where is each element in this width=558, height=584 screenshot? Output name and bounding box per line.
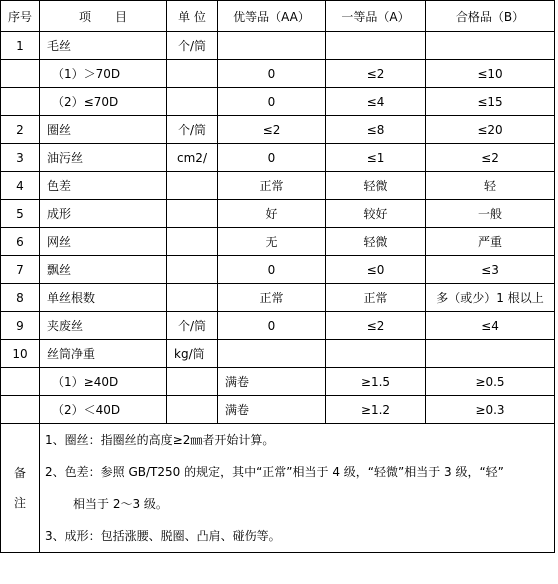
table-row — [1, 396, 555, 424]
row-unit — [167, 368, 218, 396]
row-item: 成形 — [40, 200, 167, 228]
row-unit: cm2/ — [167, 144, 218, 172]
table-row — [1, 256, 555, 284]
row-grade-aa: 0 — [218, 312, 326, 340]
row-no: 8 — [1, 284, 40, 312]
table-row — [1, 144, 555, 172]
row-unit — [167, 200, 218, 228]
row-no: 3 — [1, 144, 40, 172]
row-no — [1, 60, 40, 88]
row-grade-aa: 好 — [218, 200, 326, 228]
row-no: 4 — [1, 172, 40, 200]
row-no: 9 — [1, 312, 40, 340]
table-row — [1, 284, 555, 312]
row-item: 飘丝 — [40, 256, 167, 284]
row-item: 夹废丝 — [40, 312, 167, 340]
note-line-1: 1、圈丝：指圈丝的高度≥2㎜者开始计算。 — [45, 433, 275, 447]
row-grade-a: ≥1.2 — [326, 396, 426, 424]
notes-label-char-2: 注 — [13, 496, 26, 510]
row-grade-a: 较好 — [326, 200, 426, 228]
row-grade-aa: 0 — [218, 256, 326, 284]
row-grade-aa: 正常 — [218, 284, 326, 312]
row-grade-aa: ≤2 — [218, 116, 326, 144]
row-grade-b: ≤2 — [426, 144, 555, 172]
row-no — [1, 368, 40, 396]
row-no — [1, 88, 40, 116]
row-grade-aa — [218, 32, 326, 60]
note-line-2: 2、色差：参照 GB/T250 的规定，其中“正常”相当于 4 级，“轻微”相当于 3 级，“轻” — [45, 465, 504, 479]
row-unit — [167, 60, 218, 88]
header-grade-a: 一等品（A） — [326, 1, 426, 32]
row-grade-b: ≥0.3 — [426, 396, 555, 424]
note-line-4: 3、成形：包括涨腰、脱圈、凸肩、碰伤等。 — [45, 529, 281, 543]
table-row — [1, 312, 555, 340]
notes-label — [1, 424, 40, 553]
row-grade-aa: 满卷 — [218, 368, 326, 396]
row-grade-aa: 正常 — [218, 172, 326, 200]
row-grade-b — [426, 340, 555, 368]
row-grade-a: 正常 — [326, 284, 426, 312]
row-unit — [167, 228, 218, 256]
row-item: 单丝根数 — [40, 284, 167, 312]
row-item: 网丝 — [40, 228, 167, 256]
row-grade-a: ≤1 — [326, 144, 426, 172]
table-row — [1, 60, 555, 88]
row-no: 5 — [1, 200, 40, 228]
table-row — [1, 116, 555, 144]
header-grade-aa: 优等品（AA） — [218, 1, 326, 32]
row-unit — [167, 284, 218, 312]
row-grade-b: ≤10 — [426, 60, 555, 88]
row-no — [1, 396, 40, 424]
row-item: （1）＞70D — [40, 60, 167, 88]
row-grade-b: ≥0.5 — [426, 368, 555, 396]
header-unit: 单 位 — [167, 1, 218, 32]
row-no: 1 — [1, 32, 40, 60]
table-row — [1, 172, 555, 200]
table-row — [1, 340, 555, 368]
row-grade-a — [326, 340, 426, 368]
row-item: （1）≥40D — [40, 368, 167, 396]
row-grade-a: 轻微 — [326, 172, 426, 200]
row-grade-b: ≤20 — [426, 116, 555, 144]
row-unit: 个/筒 — [167, 312, 218, 340]
header-grade-b: 合格品（B） — [426, 1, 555, 32]
row-item: 圈丝 — [40, 116, 167, 144]
row-grade-aa: 无 — [218, 228, 326, 256]
row-no: 6 — [1, 228, 40, 256]
header-row — [1, 1, 555, 32]
row-grade-a: ≤2 — [326, 312, 426, 340]
notes-label-char-1: 备 — [13, 466, 26, 480]
header-item: 项 目 — [40, 1, 167, 32]
table-row — [1, 88, 555, 116]
row-grade-b: ≤15 — [426, 88, 555, 116]
row-no: 10 — [1, 340, 40, 368]
row-unit — [167, 396, 218, 424]
note-line-3: 相当于 2～3 级。 — [73, 497, 168, 511]
row-item: 丝筒净重 — [40, 340, 167, 368]
notes-row — [1, 424, 555, 553]
row-unit — [167, 88, 218, 116]
row-grade-aa: 0 — [218, 60, 326, 88]
row-item: 油污丝 — [40, 144, 167, 172]
row-grade-aa: 0 — [218, 88, 326, 116]
row-grade-aa: 满卷 — [218, 396, 326, 424]
table-row — [1, 368, 555, 396]
row-grade-a: ≥1.5 — [326, 368, 426, 396]
row-unit — [167, 172, 218, 200]
row-grade-b: 严重 — [426, 228, 555, 256]
row-grade-b: 轻 — [426, 172, 555, 200]
notes-content — [40, 424, 555, 553]
table-row — [1, 32, 555, 60]
row-grade-b: ≤3 — [426, 256, 555, 284]
header-no: 序号 — [1, 1, 40, 32]
row-grade-a: ≤4 — [326, 88, 426, 116]
row-no: 7 — [1, 256, 40, 284]
row-unit: kg/筒 — [167, 340, 218, 368]
row-unit: 个/筒 — [167, 32, 218, 60]
table-row — [1, 200, 555, 228]
row-grade-aa — [218, 340, 326, 368]
row-item: 毛丝 — [40, 32, 167, 60]
row-grade-a: 轻微 — [326, 228, 426, 256]
row-no: 2 — [1, 116, 40, 144]
row-grade-b — [426, 32, 555, 60]
table-row — [1, 228, 555, 256]
row-item: 色差 — [40, 172, 167, 200]
row-grade-b: 一般 — [426, 200, 555, 228]
row-grade-a: ≤8 — [326, 116, 426, 144]
row-unit — [167, 256, 218, 284]
row-item: （2）＜40D — [40, 396, 167, 424]
row-grade-a: ≤0 — [326, 256, 426, 284]
row-item: （2）≤70D — [40, 88, 167, 116]
row-grade-b: 多（或少）1 根以上 — [426, 284, 555, 312]
row-unit: 个/筒 — [167, 116, 218, 144]
row-grade-a — [326, 32, 426, 60]
row-grade-aa: 0 — [218, 144, 326, 172]
row-grade-a: ≤2 — [326, 60, 426, 88]
row-grade-b: ≤4 — [426, 312, 555, 340]
